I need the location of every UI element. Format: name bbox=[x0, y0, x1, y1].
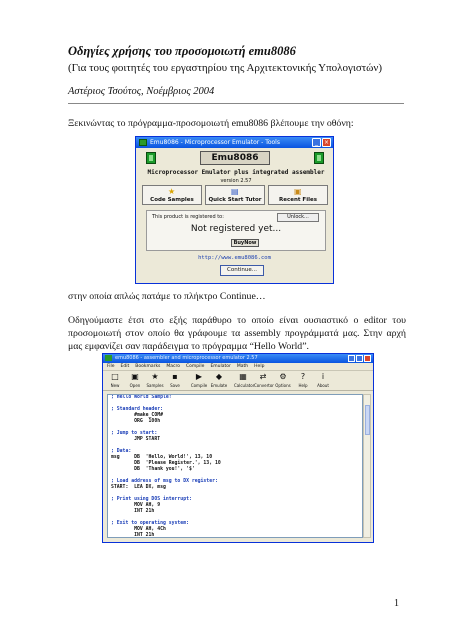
samples-icon: ★ bbox=[151, 372, 159, 381]
book-icon: ▤ bbox=[231, 187, 239, 196]
code-line: ; Print using DOS interrupt: bbox=[111, 497, 192, 502]
menu-compile[interactable]: Compile bbox=[186, 364, 205, 369]
folder-icon: ▣ bbox=[294, 187, 302, 196]
version-label: version 2.57 bbox=[220, 178, 252, 184]
app-icon bbox=[105, 355, 112, 361]
code-line: ; Jump to start: bbox=[111, 431, 158, 436]
help-button[interactable] bbox=[294, 371, 312, 390]
code-line: INT 21h bbox=[111, 509, 155, 514]
tool-label: Compile bbox=[190, 383, 208, 388]
window-controls bbox=[348, 355, 371, 362]
intro-paragraph: Ξεκινώντας το πρόγραμμα-προσομοιωτή emu8086 βλέπουμε την οθόνη: bbox=[68, 118, 354, 129]
code-line: msg DB 'Hello, World!', 13, 10 bbox=[111, 455, 213, 460]
emulate-icon: ◆ bbox=[215, 372, 223, 381]
tool-label: Save bbox=[170, 383, 180, 388]
document-title: Οδηγίες χρήσης του προσομοιωτή emu8086 bbox=[68, 44, 296, 58]
open-folder-icon: ▣ bbox=[131, 372, 139, 381]
code-line: #make_COM# bbox=[111, 413, 163, 418]
options-button[interactable] bbox=[274, 371, 292, 390]
tool-label: Open bbox=[129, 383, 141, 388]
code-line: INT 21h bbox=[111, 533, 155, 538]
options-icon: ⚙ bbox=[279, 372, 287, 381]
window-controls bbox=[312, 138, 331, 147]
code-line: ; Load address of msg to DX register: bbox=[111, 479, 218, 484]
tool-label: Samples bbox=[146, 383, 164, 388]
splash-title-bar bbox=[136, 137, 333, 148]
recent-files-button[interactable]: ▣ Recent Files bbox=[268, 185, 328, 205]
compile-icon: ▶ bbox=[195, 372, 203, 381]
editor-title-bar bbox=[103, 354, 373, 363]
not-registered-text: Not registered yet... bbox=[190, 224, 282, 234]
menu-bookmarks[interactable]: Bookmarks bbox=[135, 364, 161, 369]
toolbar bbox=[103, 371, 373, 391]
star-icon: ★ bbox=[168, 187, 176, 196]
new-button[interactable] bbox=[106, 371, 124, 390]
convertor-icon: ⇄ bbox=[259, 372, 267, 381]
menu-edit[interactable]: Edit bbox=[120, 364, 130, 369]
tool-label: Convertor bbox=[254, 383, 274, 388]
code-editor[interactable] bbox=[107, 394, 363, 538]
quick-start-tutor-button[interactable]: ▤ Quick Start Tutor bbox=[205, 185, 265, 205]
brand-logo: Emu8086 bbox=[200, 151, 270, 165]
code-line: MOV AH, 4Ch bbox=[111, 527, 166, 532]
code-line: DB 'Thank you!', '$' bbox=[111, 467, 195, 472]
minimize-icon[interactable] bbox=[348, 355, 355, 362]
code-line: MOV AH, 9 bbox=[111, 503, 161, 508]
website-link[interactable]: http://www.emu8086.com bbox=[198, 255, 271, 261]
chip-icon bbox=[146, 152, 156, 164]
about-icon: i bbox=[321, 372, 325, 381]
code-line: ; Data: bbox=[111, 449, 132, 454]
minimize-icon[interactable]: _ bbox=[312, 138, 321, 147]
samples-button[interactable] bbox=[146, 371, 164, 390]
scrollbar-thumb[interactable] bbox=[365, 405, 370, 435]
code-line: ; Hello World Sample! bbox=[111, 395, 172, 400]
menu-emulator[interactable]: Emulator bbox=[210, 364, 231, 369]
save-button[interactable] bbox=[166, 371, 184, 390]
continue-button[interactable]: Continue... bbox=[220, 265, 264, 276]
author-date: Αστέριος Τσούτος, Νοέμβριος 2004 bbox=[68, 86, 215, 97]
editor-paragraph: Οδηγούμαστε έτσι στο εξής παράθυρο το οποίο είναι ουσιαστικό ο editor του προσομοιωτή στον οποίο θα γράφουμε τα assembly προγράμματά μας. Στην αρχή μας εμφανίζει σαν παράδειγμα το πρόγραμμα “Hello World”. bbox=[68, 315, 406, 352]
tool-label: New bbox=[110, 383, 120, 388]
continue-paragraph: στην οποία απλώς πατάμε το πλήκτρο Continue… bbox=[68, 291, 266, 302]
tool-label: Options bbox=[275, 383, 291, 388]
calculator-icon: ▦ bbox=[239, 372, 247, 381]
save-icon: ▪ bbox=[172, 372, 178, 381]
menu-bar bbox=[103, 363, 373, 371]
maximize-icon[interactable] bbox=[356, 355, 363, 362]
about-button[interactable] bbox=[314, 371, 332, 390]
header-rule bbox=[68, 103, 404, 104]
code-line: JMP START bbox=[111, 437, 161, 442]
menu-macro[interactable]: Macro bbox=[166, 364, 181, 369]
code-line: START: LEA DX, msg bbox=[111, 485, 166, 490]
page-number: 1 bbox=[394, 598, 399, 609]
menu-help[interactable]: Help bbox=[254, 364, 265, 369]
app-icon bbox=[139, 139, 147, 146]
document-subtitle: (Για τους φοιτητές του εργαστηρίου της Αρχιτεκτονικής Υπολογιστών) bbox=[68, 62, 383, 74]
editor-window bbox=[102, 353, 374, 543]
code-line: DB 'Please Register.', 13, 10 bbox=[111, 461, 221, 466]
splash-window bbox=[135, 136, 334, 284]
registration-panel bbox=[146, 210, 326, 251]
emulate-button[interactable] bbox=[210, 371, 228, 390]
code-line: ; Exit to operating system: bbox=[111, 521, 189, 526]
compile-button[interactable] bbox=[190, 371, 208, 390]
buy-now-button[interactable]: BuyNow bbox=[231, 239, 259, 247]
tool-label: Calculator bbox=[234, 383, 255, 388]
chip-icon bbox=[314, 152, 324, 164]
close-icon[interactable]: × bbox=[323, 139, 330, 146]
close-icon[interactable] bbox=[364, 355, 371, 362]
tool-label: Emulate bbox=[210, 383, 228, 388]
editor-title-text: emu8086 - assembler and microprocessor emulator 2.57 bbox=[115, 355, 258, 361]
help-icon: ? bbox=[300, 372, 306, 381]
tagline: Microprocessor Emulator plus integrated assembler bbox=[147, 169, 325, 176]
registered-label: This product is registered to: bbox=[152, 214, 224, 220]
unlock-button[interactable]: Unlock... bbox=[277, 213, 319, 222]
calculator-button[interactable] bbox=[234, 371, 255, 390]
code-line: ORG 100h bbox=[111, 419, 161, 424]
new-file-icon: □ bbox=[111, 372, 119, 381]
tool-label: About bbox=[317, 383, 329, 388]
splash-button-row bbox=[142, 185, 328, 205]
tool-label: Help bbox=[298, 383, 308, 388]
menu-math[interactable]: Math bbox=[236, 364, 249, 369]
open-button[interactable] bbox=[126, 371, 144, 390]
vertical-scrollbar[interactable] bbox=[363, 394, 371, 538]
code-samples-button[interactable]: ★ Code Samples bbox=[142, 185, 202, 205]
menu-file[interactable]: File bbox=[107, 364, 115, 369]
splash-title-text: Emu8086 - Microprocessor Emulator - Tools bbox=[150, 139, 280, 146]
convertor-button[interactable] bbox=[254, 371, 272, 390]
code-line: ; Standard header: bbox=[111, 407, 163, 412]
